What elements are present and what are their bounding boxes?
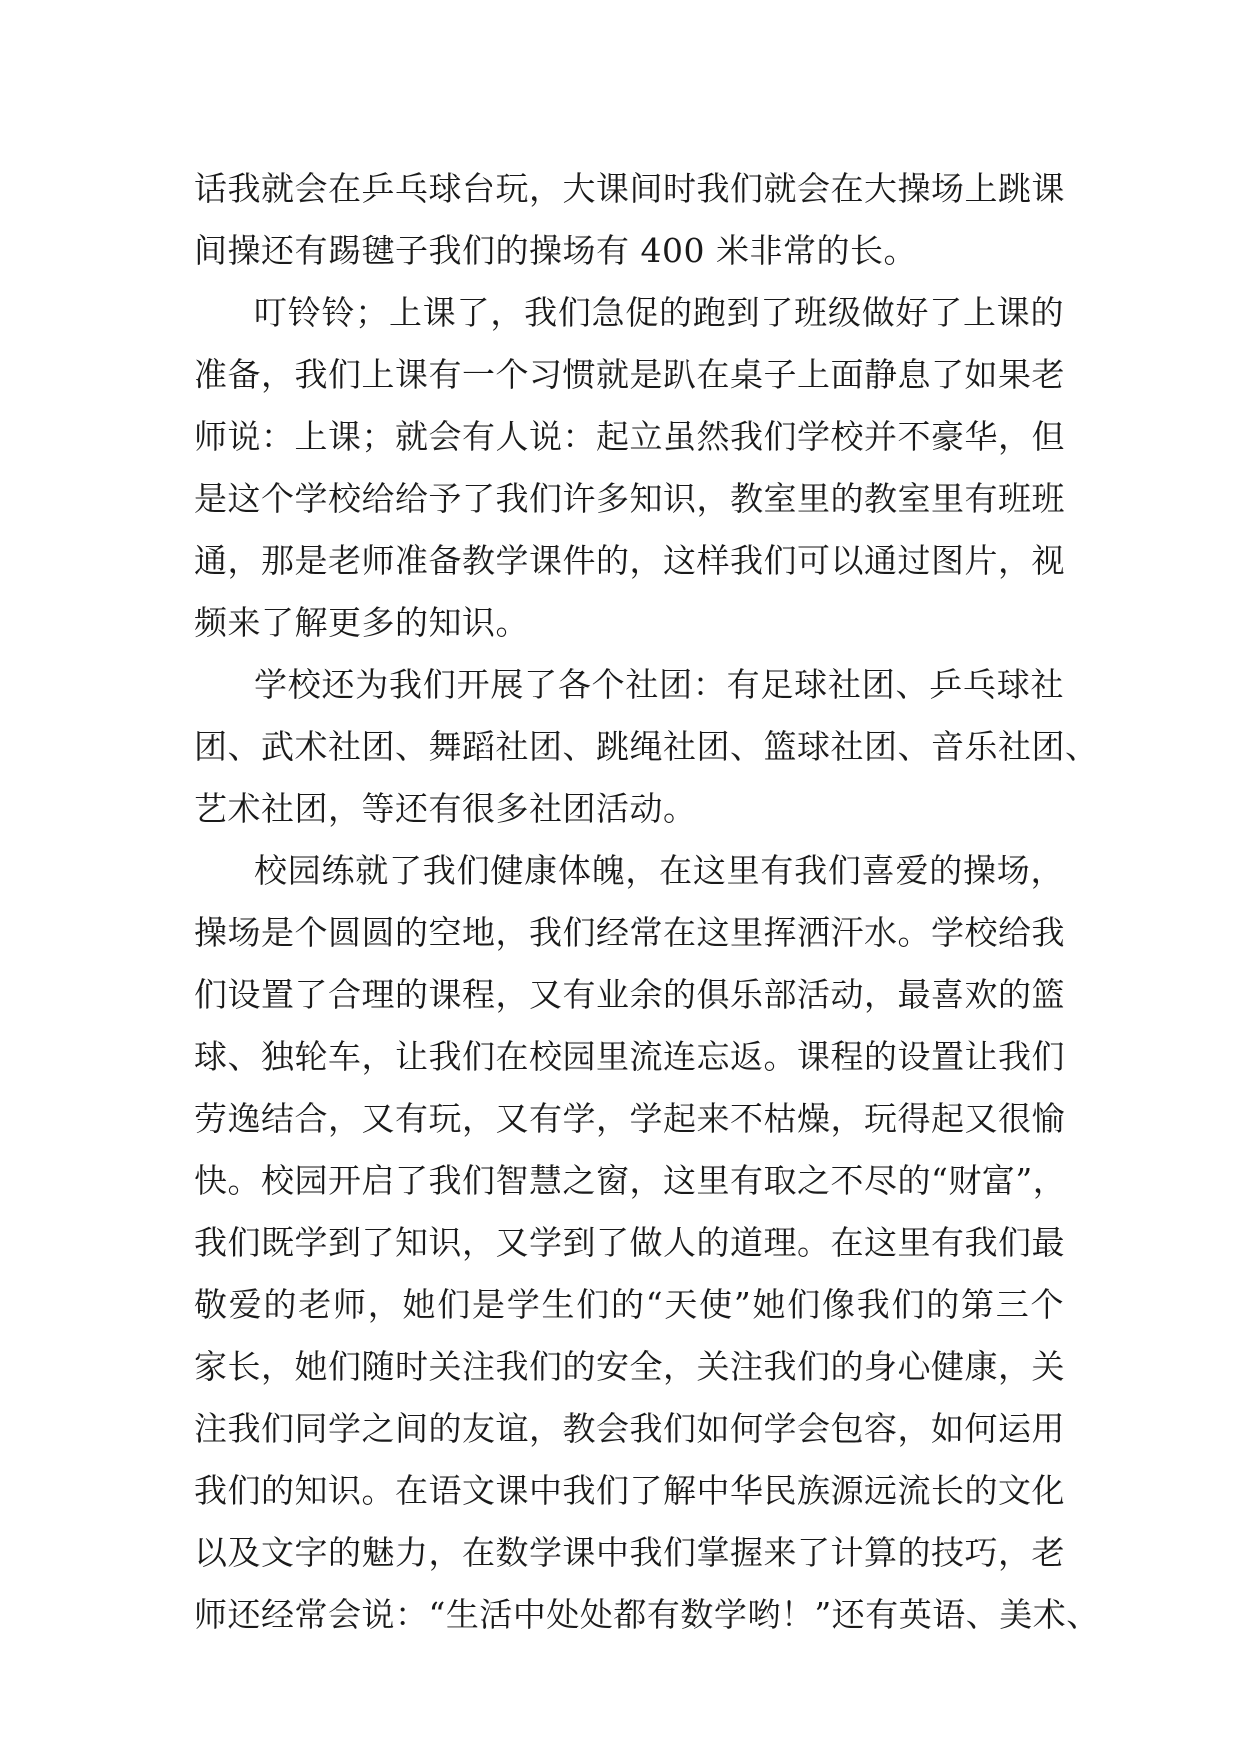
text-line: 频来了解更多的知识。 xyxy=(194,603,529,642)
body-text xyxy=(194,158,1100,1646)
text-line: 叮铃铃；上课了，我们急促的跑到了班级做好了上课的 xyxy=(254,293,1064,332)
text-line: 准备，我们上课有一个习惯就是趴在桌子上面静息了如果老 xyxy=(194,355,1065,394)
text-line: 劳逸结合，又有玩，又有学，学起来不枯燥，玩得起又很愉 xyxy=(194,1099,1065,1138)
text-line: 球、独轮车，让我们在校园里流连忘返。课程的设置让我们 xyxy=(194,1037,1065,1076)
text-line: 间操还有踢毽子我们的操场有 400 米非常的长。 xyxy=(194,231,917,270)
text-line: 团、武术社团、舞蹈社团、跳绳社团、篮球社团、音乐社团、 xyxy=(194,727,1099,766)
text-line: 家长，她们随时关注我们的安全，关注我们的身心健康，关 xyxy=(194,1347,1065,1386)
text-line: 通，那是老师准备教学课件的，这样我们可以通过图片，视 xyxy=(194,541,1065,580)
text-line: 学校还为我们开展了各个社团：有足球社团、乒乓球社 xyxy=(254,665,1064,704)
text-line: 师还经常会说：“生活中处处都有数学哟！”还有英语、美术、 xyxy=(194,1595,1100,1634)
text-line: 艺术社团，等还有很多社团活动。 xyxy=(194,789,697,828)
text-line: 注我们同学之间的友谊，教会我们如何学会包容，如何运用 xyxy=(194,1409,1065,1448)
text-line: 师说：上课；就会有人说：起立虽然我们学校并不豪华，但 xyxy=(194,417,1065,456)
text-line: 校园练就了我们健康体魄，在这里有我们喜爱的操场， xyxy=(254,851,1064,890)
text-line: 是这个学校给给予了我们许多知识，教室里的教室里有班班 xyxy=(194,479,1065,518)
text-line: 快。校园开启了我们智慧之窗，这里有取之不尽的“财富”， xyxy=(194,1161,1067,1200)
text-line: 们设置了合理的课程，又有业余的俱乐部活动，最喜欢的篮 xyxy=(194,975,1065,1014)
text-line: 话我就会在乒乓球台玩，大课间时我们就会在大操场上跳课 xyxy=(194,169,1065,208)
text-line: 操场是个圆圆的空地，我们经常在这里挥洒汗水。学校给我 xyxy=(194,913,1065,952)
text-line: 以及文字的魅力，在数学课中我们掌握来了计算的技巧，老 xyxy=(194,1533,1065,1572)
text-line: 敬爱的老师，她们是学生们的“天使”她们像我们的第三个 xyxy=(194,1285,1064,1324)
text-line: 我们的知识。在语文课中我们了解中华民族源远流长的文化 xyxy=(194,1471,1065,1510)
text-line: 我们既学到了知识，又学到了做人的道理。在这里有我们最 xyxy=(194,1223,1065,1262)
